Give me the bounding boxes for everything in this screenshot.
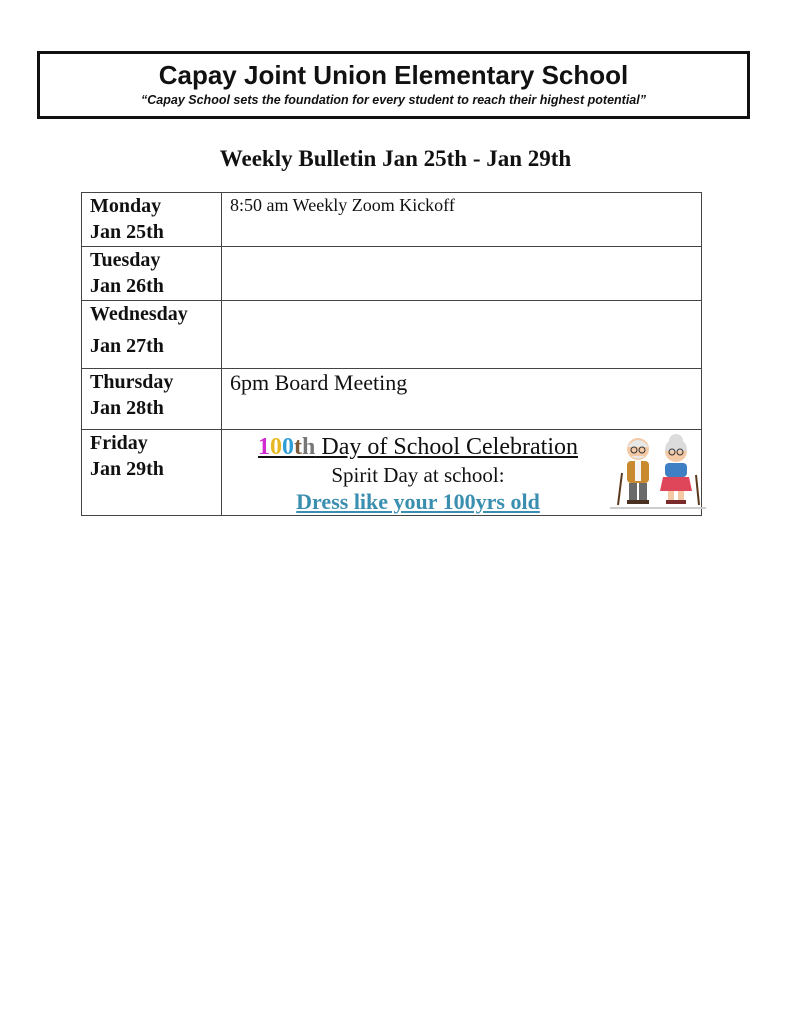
suffix-t: t xyxy=(294,434,303,460)
table-row xyxy=(82,193,702,247)
day-date: Jan 25th xyxy=(90,221,164,243)
bulletin-title: Weekly Bulletin Jan 25th - Jan 29th xyxy=(219,146,572,171)
school-name: Capay Joint Union Elementary School xyxy=(158,60,629,90)
day-name: Wednesday xyxy=(90,303,188,325)
digit-0: 0 xyxy=(282,434,295,460)
digit-1: 1 xyxy=(258,434,271,460)
school-motto: “Capay School sets the foundation for every student to reach their highest potential” xyxy=(141,93,646,107)
header-box xyxy=(37,51,750,119)
table-row xyxy=(82,247,702,301)
day-date: Jan 26th xyxy=(90,275,164,297)
suffix-h: h xyxy=(302,434,316,460)
digit-0: 0 xyxy=(270,434,283,460)
event-cell xyxy=(222,301,702,369)
event-cell xyxy=(222,369,702,430)
day-cell xyxy=(82,247,222,301)
celebration-heading xyxy=(222,433,614,461)
event-text xyxy=(222,247,701,249)
day-cell xyxy=(82,369,222,430)
event-text: 6pm Board Meeting xyxy=(230,370,408,395)
day-date: Jan 28th xyxy=(90,397,164,419)
table-row xyxy=(82,369,702,430)
spirit-day-text: Spirit Day at school: xyxy=(331,463,505,487)
event-cell xyxy=(222,247,702,301)
day-name: Friday xyxy=(90,432,148,454)
celebration-text: Day of School Celebration xyxy=(315,434,578,460)
table-row xyxy=(82,430,702,516)
day-name: Tuesday xyxy=(90,249,161,271)
day-name: Monday xyxy=(90,195,162,217)
table-row xyxy=(82,301,702,369)
day-cell xyxy=(82,193,222,247)
dress-theme-link[interactable]: Dress like your 100yrs old xyxy=(296,489,540,514)
friday-event xyxy=(222,430,701,515)
day-date: Jan 27th xyxy=(90,335,164,357)
day-date: Jan 29th xyxy=(90,458,164,480)
event-cell xyxy=(222,430,702,516)
schedule-table xyxy=(81,192,702,516)
event-text: 8:50 am Weekly Zoom Kickoff xyxy=(230,195,455,215)
elderly-couple-icon xyxy=(608,431,708,511)
event-cell xyxy=(222,193,702,247)
event-text xyxy=(222,301,701,303)
day-cell xyxy=(82,430,222,516)
day-cell xyxy=(82,301,222,369)
day-name: Thursday xyxy=(90,371,174,393)
